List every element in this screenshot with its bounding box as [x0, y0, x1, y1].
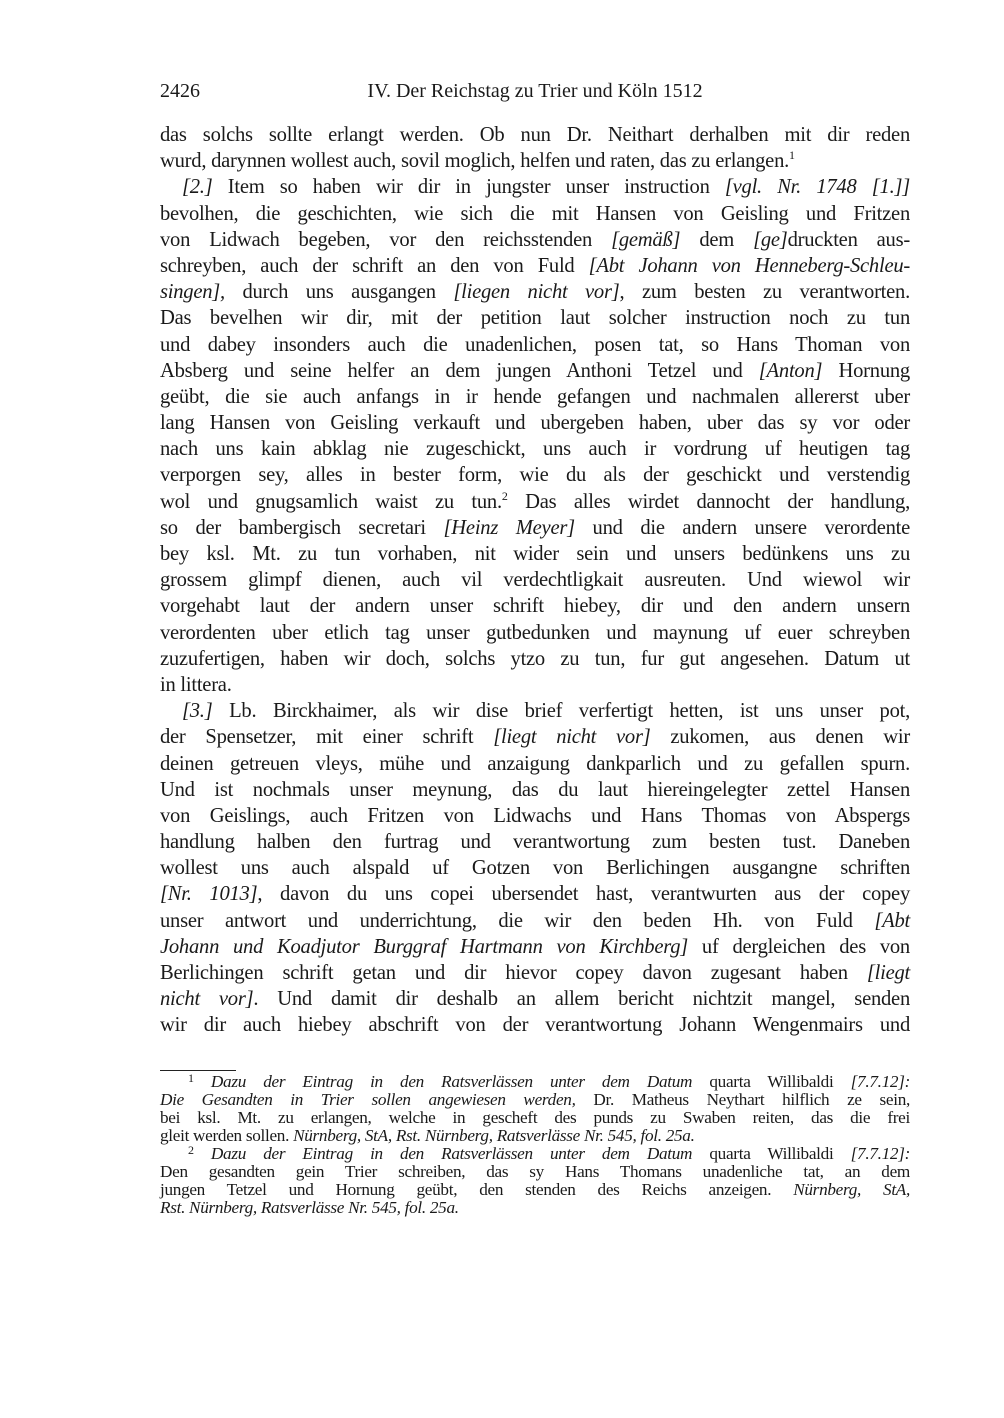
- editorial-text: [liegt: [866, 962, 910, 984]
- text-segment: deinen getreuen vleys, mühe und anzaigung dankparlich und zu gefallen spurn.: [160, 752, 910, 775]
- text-segment: Item so haben wir dir in jungster unser instruction: [212, 176, 725, 199]
- text-line: [160, 174, 910, 200]
- editorial-text: [liegt nicht vor]: [493, 726, 651, 749]
- text-segment: zuzufertigen, haben wir doch, solchs ytzo zu tun, fur gut angesehen. Datum ut: [160, 647, 910, 670]
- text-segment: bei ksl. Mt. zu erlangen, welche in gescheft des punds zu Swaben reiten, das die frei: [160, 1108, 910, 1127]
- footnote-separator: [160, 1070, 236, 1071]
- editorial-text: [Abt Johann von Henneberg-Schleu-: [588, 254, 910, 277]
- text-line: [160, 148, 910, 174]
- footnote-line: [160, 1109, 910, 1127]
- text-line: [160, 515, 910, 541]
- text-line: [160, 672, 910, 698]
- text-segment: handlung halben den furtrag und verantwortung zum besten tust. Daneben: [160, 831, 910, 854]
- text-segment: Und ist nochmals unser meynung, das du laut hiereingelegter zettel Hansen: [160, 778, 910, 801]
- text-segment: gleit werden sollen.: [160, 1126, 294, 1145]
- text-line: [160, 358, 910, 384]
- text-line: [160, 620, 910, 646]
- footnote-line: [160, 1145, 910, 1163]
- text-segment: [194, 1072, 211, 1091]
- text-segment: und dabey insonders auch die unadenlichen, posen tat, so Hans Thoman von: [160, 333, 910, 356]
- text-line: [160, 986, 910, 1012]
- footnote-line: [160, 1163, 910, 1181]
- text-segment: unser antwort und underrichtung, die wir den beden Hh. von Fuld: [160, 909, 875, 932]
- footnote-line: [160, 1091, 910, 1109]
- editorial-text: [Heinz Meyer]: [443, 516, 575, 539]
- text-segment: jungen Tetzel und Hornung geübt, den stenden des Reichs anzeigen.: [160, 1180, 794, 1199]
- text-segment: druckten aus-: [787, 228, 910, 251]
- text-line: [160, 1012, 910, 1038]
- text-line: [160, 410, 910, 436]
- editorial-text: [Abt: [874, 909, 910, 932]
- editorial-text: [liegen nicht vor]: [453, 281, 620, 304]
- text-line: [160, 279, 910, 305]
- text-segment: quarta Willibaldi: [692, 1072, 851, 1091]
- editorial-text: [7.7.12]:: [850, 1072, 911, 1091]
- text-segment: , zum besten zu verantworten.: [619, 281, 910, 304]
- text-segment: der Spensetzer, mit einer schrift: [160, 726, 494, 749]
- text-segment: durch uns ausgangen: [224, 281, 454, 304]
- text-segment: dem: [680, 228, 754, 251]
- text-line: [160, 646, 910, 672]
- text-segment: Das alles wirdet dannocht der handlung,: [507, 490, 911, 513]
- text-line: [160, 541, 910, 567]
- text-line: [160, 698, 910, 724]
- text-segment: lang Hansen von Geisling verkauft und ubergeben haben, uber das sy vor oder: [160, 412, 910, 435]
- text-segment: verporgen sey, alles in bester form, wie du als der geschickt und verstendig: [160, 464, 910, 487]
- text-segment: vorgehabt laut der andern unser schrift hiebey, dir und den andern unsern: [160, 595, 910, 618]
- text-segment: nach uns kain abklag nie zugeschickt, uns auch ir vordrung uf heutigen tag: [160, 438, 910, 461]
- footnote-marker: 2: [188, 1143, 194, 1157]
- text-line: [160, 567, 910, 593]
- text-segment: . Und damit dir deshalb an allem bericht nichtzit mangel, senden: [253, 988, 910, 1011]
- text-segment: , davon du uns copei ubersendet hast, verantwurten aus der copey: [257, 883, 910, 906]
- text-segment: bey ksl. Mt. zu tun vorhaben, nit wider sein und unsers bedünkens uns zu: [160, 543, 910, 565]
- footnote-marker: 1: [789, 148, 795, 163]
- footnote-marker: 2: [501, 488, 508, 503]
- text-segment: quarta Willibaldi: [692, 1144, 851, 1163]
- running-header: [160, 80, 910, 106]
- text-line: [160, 489, 910, 515]
- text-line: [160, 593, 910, 619]
- text-line: [160, 201, 910, 227]
- text-segment: Dr. Matheus Neythart hilflich ze sein,: [575, 1090, 910, 1109]
- editorial-text: [2.]: [182, 176, 213, 199]
- text-segment: bevolhen, die geschichten, wie sich die mit Hansen von Geisling und Fritzen: [160, 202, 910, 225]
- text-segment: zukomen, aus denen wir: [650, 726, 910, 749]
- text-line: [160, 122, 910, 148]
- text-line: [160, 934, 910, 960]
- footnote-line: [160, 1073, 910, 1091]
- editorial-text: [vgl. Nr. 1748 [1.]]: [724, 176, 910, 199]
- text-segment: in littera.: [160, 673, 232, 696]
- main-text: [160, 122, 910, 1039]
- text-segment: Den gesandten gein Trier schreiben, das sy Hans Thomans unadenliche tat, an dem: [160, 1162, 910, 1181]
- text-line: [160, 829, 910, 855]
- text-segment: wollest uns auch alspald uf Gotzen von Berlichingen ausgangne schriften: [160, 857, 910, 880]
- text-segment: wir dir auch hiebey abschrift von der verantwortung Johann Wengenmairs und: [160, 1014, 910, 1037]
- editorial-text: Rst. Nürnberg, Ratsverlässe Nr. 545, fol. 25a.: [160, 1198, 459, 1217]
- text-line: [160, 436, 910, 462]
- editorial-text: Nürnberg, StA, Rst. Nürnberg, Ratsverlässe Nr. 545, fol. 25a.: [293, 1126, 695, 1145]
- editorial-text: [gemäß]: [611, 228, 681, 251]
- text-segment: das solchs sollte erlangt werden. Ob nun Dr. Neithart derhalben mit dir reden: [160, 124, 910, 146]
- footnote-marker: 1: [188, 1071, 194, 1085]
- text-line: [160, 253, 910, 279]
- editorial-text: Johann und Koadjutor Burggraf Hartmann von Kirchberg]: [160, 935, 689, 958]
- text-line: [160, 751, 910, 777]
- editorial-text: [Nr. 1013]: [160, 883, 258, 906]
- text-segment: uf dergleichen des von: [688, 935, 910, 958]
- text-segment: wol und gnugsamlich waist zu tun.: [160, 490, 502, 513]
- editorial-text: [7.7.12]:: [850, 1144, 911, 1163]
- text-line: [160, 332, 910, 358]
- text-line: [160, 908, 910, 934]
- text-line: [160, 462, 910, 488]
- editorial-text: singen],: [160, 281, 225, 304]
- text-segment: und die andern unsere verordente: [574, 516, 910, 539]
- footnotes: [160, 1073, 910, 1217]
- text-line: [160, 881, 910, 907]
- editorial-text: [ge]: [753, 228, 788, 251]
- editorial-text: Dazu der Eintrag in den Ratsverlässen unter dem Datum: [210, 1072, 693, 1091]
- text-line: [160, 724, 910, 750]
- text-line: [160, 305, 910, 331]
- text-line: [160, 803, 910, 829]
- text-segment: verordenten uber etlich tag unser gutbedunken und maynung uf euer schreyben: [160, 621, 910, 644]
- text-line: [160, 227, 910, 253]
- text-segment: Das bevelhen wir dir, mit der petition laut solcher instruction noch zu tun: [160, 307, 910, 330]
- editorial-text: Die Gesandten in Trier sollen angewiesen werden,: [160, 1090, 576, 1109]
- text-segment: von Geislings, auch Fritzen von Lidwachs und Hans Thomas von Abspergs: [160, 804, 910, 827]
- footnote-line: [160, 1181, 910, 1199]
- running-title: IV. Der Reichstag zu Trier und Köln 1512: [367, 80, 703, 102]
- text-segment: [194, 1144, 211, 1163]
- footnote-line: [160, 1199, 910, 1217]
- text-segment: schreyben, auch der schrift an den von Fuld: [160, 254, 589, 277]
- text-segment: Berlichingen schrift getan und dir hievor copey davon zugesant haben: [160, 962, 867, 984]
- editorial-text: Nürnberg, StA,: [793, 1180, 910, 1199]
- text-segment: Absberg und seine helfer an dem jungen Anthoni Tetzel und: [160, 359, 759, 382]
- text-line: [160, 960, 910, 986]
- text-segment: geübt, die sie auch anfangs in ir hende gefangen und nachmalen allererst uber: [160, 385, 910, 408]
- editorial-text: [Anton]: [758, 359, 823, 382]
- text-line: [160, 777, 910, 803]
- text-segment: wurd, darynnen wollest auch, sovil moglich, helfen und raten, das zu erlangen.: [160, 150, 790, 173]
- text-line: [160, 855, 910, 881]
- editorial-text: Dazu der Eintrag in den Ratsverlässen unter dem Datum: [210, 1144, 693, 1163]
- text-line: [160, 384, 910, 410]
- text-segment: von Lidwach begeben, vor den reichsstenden: [160, 228, 612, 251]
- page-number: 2426: [160, 80, 200, 102]
- text-segment: Lb. Birckhaimer, als wir dise brief verfertigt hetten, ist uns unser pot,: [212, 700, 910, 723]
- footnote-line: [160, 1127, 910, 1145]
- text-segment: so der bambergisch secretari: [160, 516, 444, 539]
- editorial-text: nicht vor]: [160, 988, 254, 1011]
- text-segment: grossem glimpf dienen, auch vil verdechtligkait ausreuten. Und wiewol wir: [160, 569, 910, 592]
- editorial-text: [3.]: [182, 700, 213, 723]
- text-segment: Hornung: [822, 359, 910, 382]
